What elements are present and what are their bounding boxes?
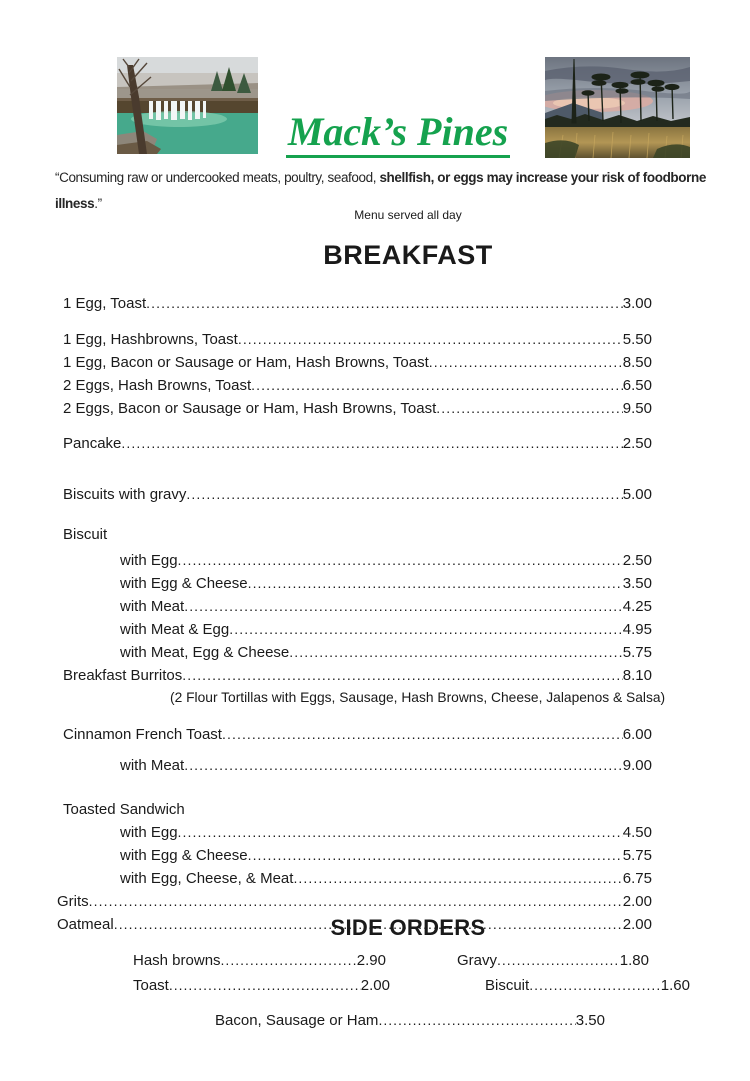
- item-price: 6.50: [622, 377, 652, 394]
- pines-sunset-photo: [545, 57, 690, 158]
- item-price: 6.00: [622, 726, 652, 743]
- item-name: Biscuit: [485, 977, 530, 994]
- item-price: 8.10: [622, 667, 652, 684]
- dot-leader: [229, 618, 623, 641]
- side-item: [457, 948, 649, 973]
- item-name: Grits: [57, 893, 89, 910]
- item-price: 6.75: [622, 870, 652, 887]
- item-name: with Meat & Egg: [120, 621, 230, 638]
- item-name: with Meat: [120, 598, 185, 615]
- item-price: 4.50: [622, 824, 652, 841]
- item-price: 3.50: [575, 1012, 605, 1029]
- menu-item-row: [63, 292, 652, 315]
- dot-leader: [178, 549, 623, 572]
- item-price: 5.75: [622, 847, 652, 864]
- item-name: with Egg: [120, 552, 178, 569]
- item-price: 2.50: [622, 435, 652, 452]
- item-name: 1 Egg, Bacon or Sausage or Ham, Hash Browns, Toast: [63, 354, 429, 371]
- item-price: 1.80: [619, 952, 649, 969]
- menu-item-row: [120, 595, 652, 618]
- item-name: Hash browns: [133, 952, 221, 969]
- dot-leader: [429, 351, 623, 374]
- dot-leader: [497, 948, 620, 973]
- dot-leader: [248, 844, 623, 867]
- item-price: 9.00: [622, 757, 652, 774]
- dot-leader: [222, 723, 623, 746]
- dot-leader: [146, 292, 623, 315]
- menu-item-row: [63, 397, 652, 420]
- side-item: [133, 973, 390, 998]
- item-name: with Meat: [120, 757, 185, 774]
- menu-group-header: [63, 799, 652, 821]
- menu-item-row: [63, 328, 652, 351]
- dot-leader: [251, 374, 623, 397]
- site-title: Mack’s Pines: [286, 110, 510, 158]
- item-name: with Egg & Cheese: [120, 847, 248, 864]
- menu-item-row: [63, 723, 652, 746]
- item-price: 5.75: [622, 644, 652, 661]
- dot-leader: [221, 948, 357, 973]
- menu-item-row: [63, 374, 652, 397]
- side-item: [133, 948, 386, 973]
- menu-item-row: [63, 483, 652, 506]
- side-item: [485, 973, 690, 998]
- item-name: with Egg & Cheese: [120, 575, 248, 592]
- item-name: with Egg: [120, 824, 178, 841]
- menu-group-header: [63, 524, 652, 546]
- item-price: 3.50: [622, 575, 652, 592]
- item-price: 4.25: [622, 598, 652, 615]
- waterfall-photo-art: [117, 57, 258, 154]
- dot-leader: [89, 890, 623, 913]
- menu-item-row: [120, 754, 652, 777]
- item-price: 2.00: [622, 916, 652, 933]
- item-name: with Meat, Egg & Cheese: [120, 644, 290, 661]
- item-name: Breakfast Burritos: [63, 667, 183, 684]
- menu-item-row: [120, 844, 652, 867]
- item-name: Pancake: [63, 435, 122, 452]
- item-price: 2.00: [622, 893, 652, 910]
- item-price: 2.90: [356, 952, 386, 969]
- item-price: 8.50: [622, 354, 652, 371]
- dot-leader: [529, 973, 661, 998]
- item-price: 4.95: [622, 621, 652, 638]
- item-name: with Egg, Cheese, & Meat: [120, 870, 294, 887]
- item-name: Gravy: [457, 952, 498, 969]
- dot-leader: [293, 867, 622, 890]
- disclaimer-bold-line2: illness: [55, 196, 95, 211]
- item-name: Bacon, Sausage or Ham: [215, 1012, 379, 1029]
- item-price: 2.50: [622, 552, 652, 569]
- dot-leader: [184, 595, 623, 618]
- dot-leader: [186, 483, 622, 506]
- breakfast-menu-list: [57, 292, 666, 936]
- side-orders-section: [0, 948, 750, 1033]
- item-name: 1 Egg, Hashbrowns, Toast: [63, 331, 238, 348]
- dot-leader: [436, 397, 623, 420]
- side-orders-row: [0, 948, 750, 973]
- dot-leader: [248, 572, 623, 595]
- side-item: [215, 1008, 605, 1033]
- menu-item-row: [120, 618, 652, 641]
- site-title-wrap: [262, 110, 534, 158]
- disclaimer-bold-line1: shellfish, or eggs may increase your risk of foodborne: [379, 170, 706, 185]
- item-name: 2 Eggs, Hash Browns, Toast: [63, 377, 252, 394]
- burrito-description-note: (2 Flour Tortillas with Eggs, Sausage, Hash Browns, Cheese, Jalapenos & Salsa): [170, 690, 666, 705]
- dot-leader: [169, 973, 361, 998]
- item-name: Toast: [133, 977, 169, 994]
- menu-item-row: [63, 351, 652, 374]
- item-name: Toasted Sandwich: [63, 801, 185, 818]
- pines-photo-art: [545, 57, 690, 158]
- side-orders-row: [0, 1008, 750, 1033]
- item-price: 5.00: [622, 486, 652, 503]
- menu-item-row: [120, 641, 652, 664]
- item-price: 2.00: [360, 977, 390, 994]
- dot-leader: [378, 1008, 575, 1033]
- menu-item-row: [120, 867, 652, 890]
- breakfast-heading: BREAKFAST: [323, 240, 493, 270]
- menu-item-row: [63, 664, 652, 687]
- item-name: 1 Egg, Toast: [63, 295, 147, 312]
- item-name: Oatmeal: [57, 916, 114, 933]
- item-price: 9.50: [622, 400, 652, 417]
- item-name: Biscuits with gravy: [63, 486, 187, 503]
- item-name: Biscuit: [63, 526, 108, 543]
- waterfall-photo: [117, 57, 258, 154]
- item-price: 1.60: [660, 977, 690, 994]
- menu-item-row: [120, 549, 652, 572]
- menu-item-row: [57, 890, 652, 913]
- menu-item-row: [63, 432, 652, 455]
- item-price: 3.00: [622, 295, 652, 312]
- side-orders-row: [0, 973, 750, 998]
- dot-leader: [178, 821, 623, 844]
- dot-leader: [184, 754, 623, 777]
- item-price: 5.50: [622, 331, 652, 348]
- item-name: 2 Eggs, Bacon or Sausage or Ham, Hash Browns, Toast: [63, 400, 437, 417]
- dot-leader: [121, 432, 622, 455]
- menu-item-row: [120, 821, 652, 844]
- menu-item-row: [120, 572, 652, 595]
- disclaimer-normal-text: “Consuming raw or undercooked meats, poultry, seafood,: [55, 170, 380, 185]
- served-all-day-note: Menu served all day: [354, 208, 462, 222]
- dot-leader: [182, 664, 623, 687]
- dot-leader: [238, 328, 623, 351]
- dot-leader: [289, 641, 623, 664]
- disclaimer-suffix: .”: [94, 196, 102, 211]
- side-orders-heading: SIDE ORDERS: [330, 915, 486, 940]
- item-name: Cinnamon French Toast: [63, 726, 222, 743]
